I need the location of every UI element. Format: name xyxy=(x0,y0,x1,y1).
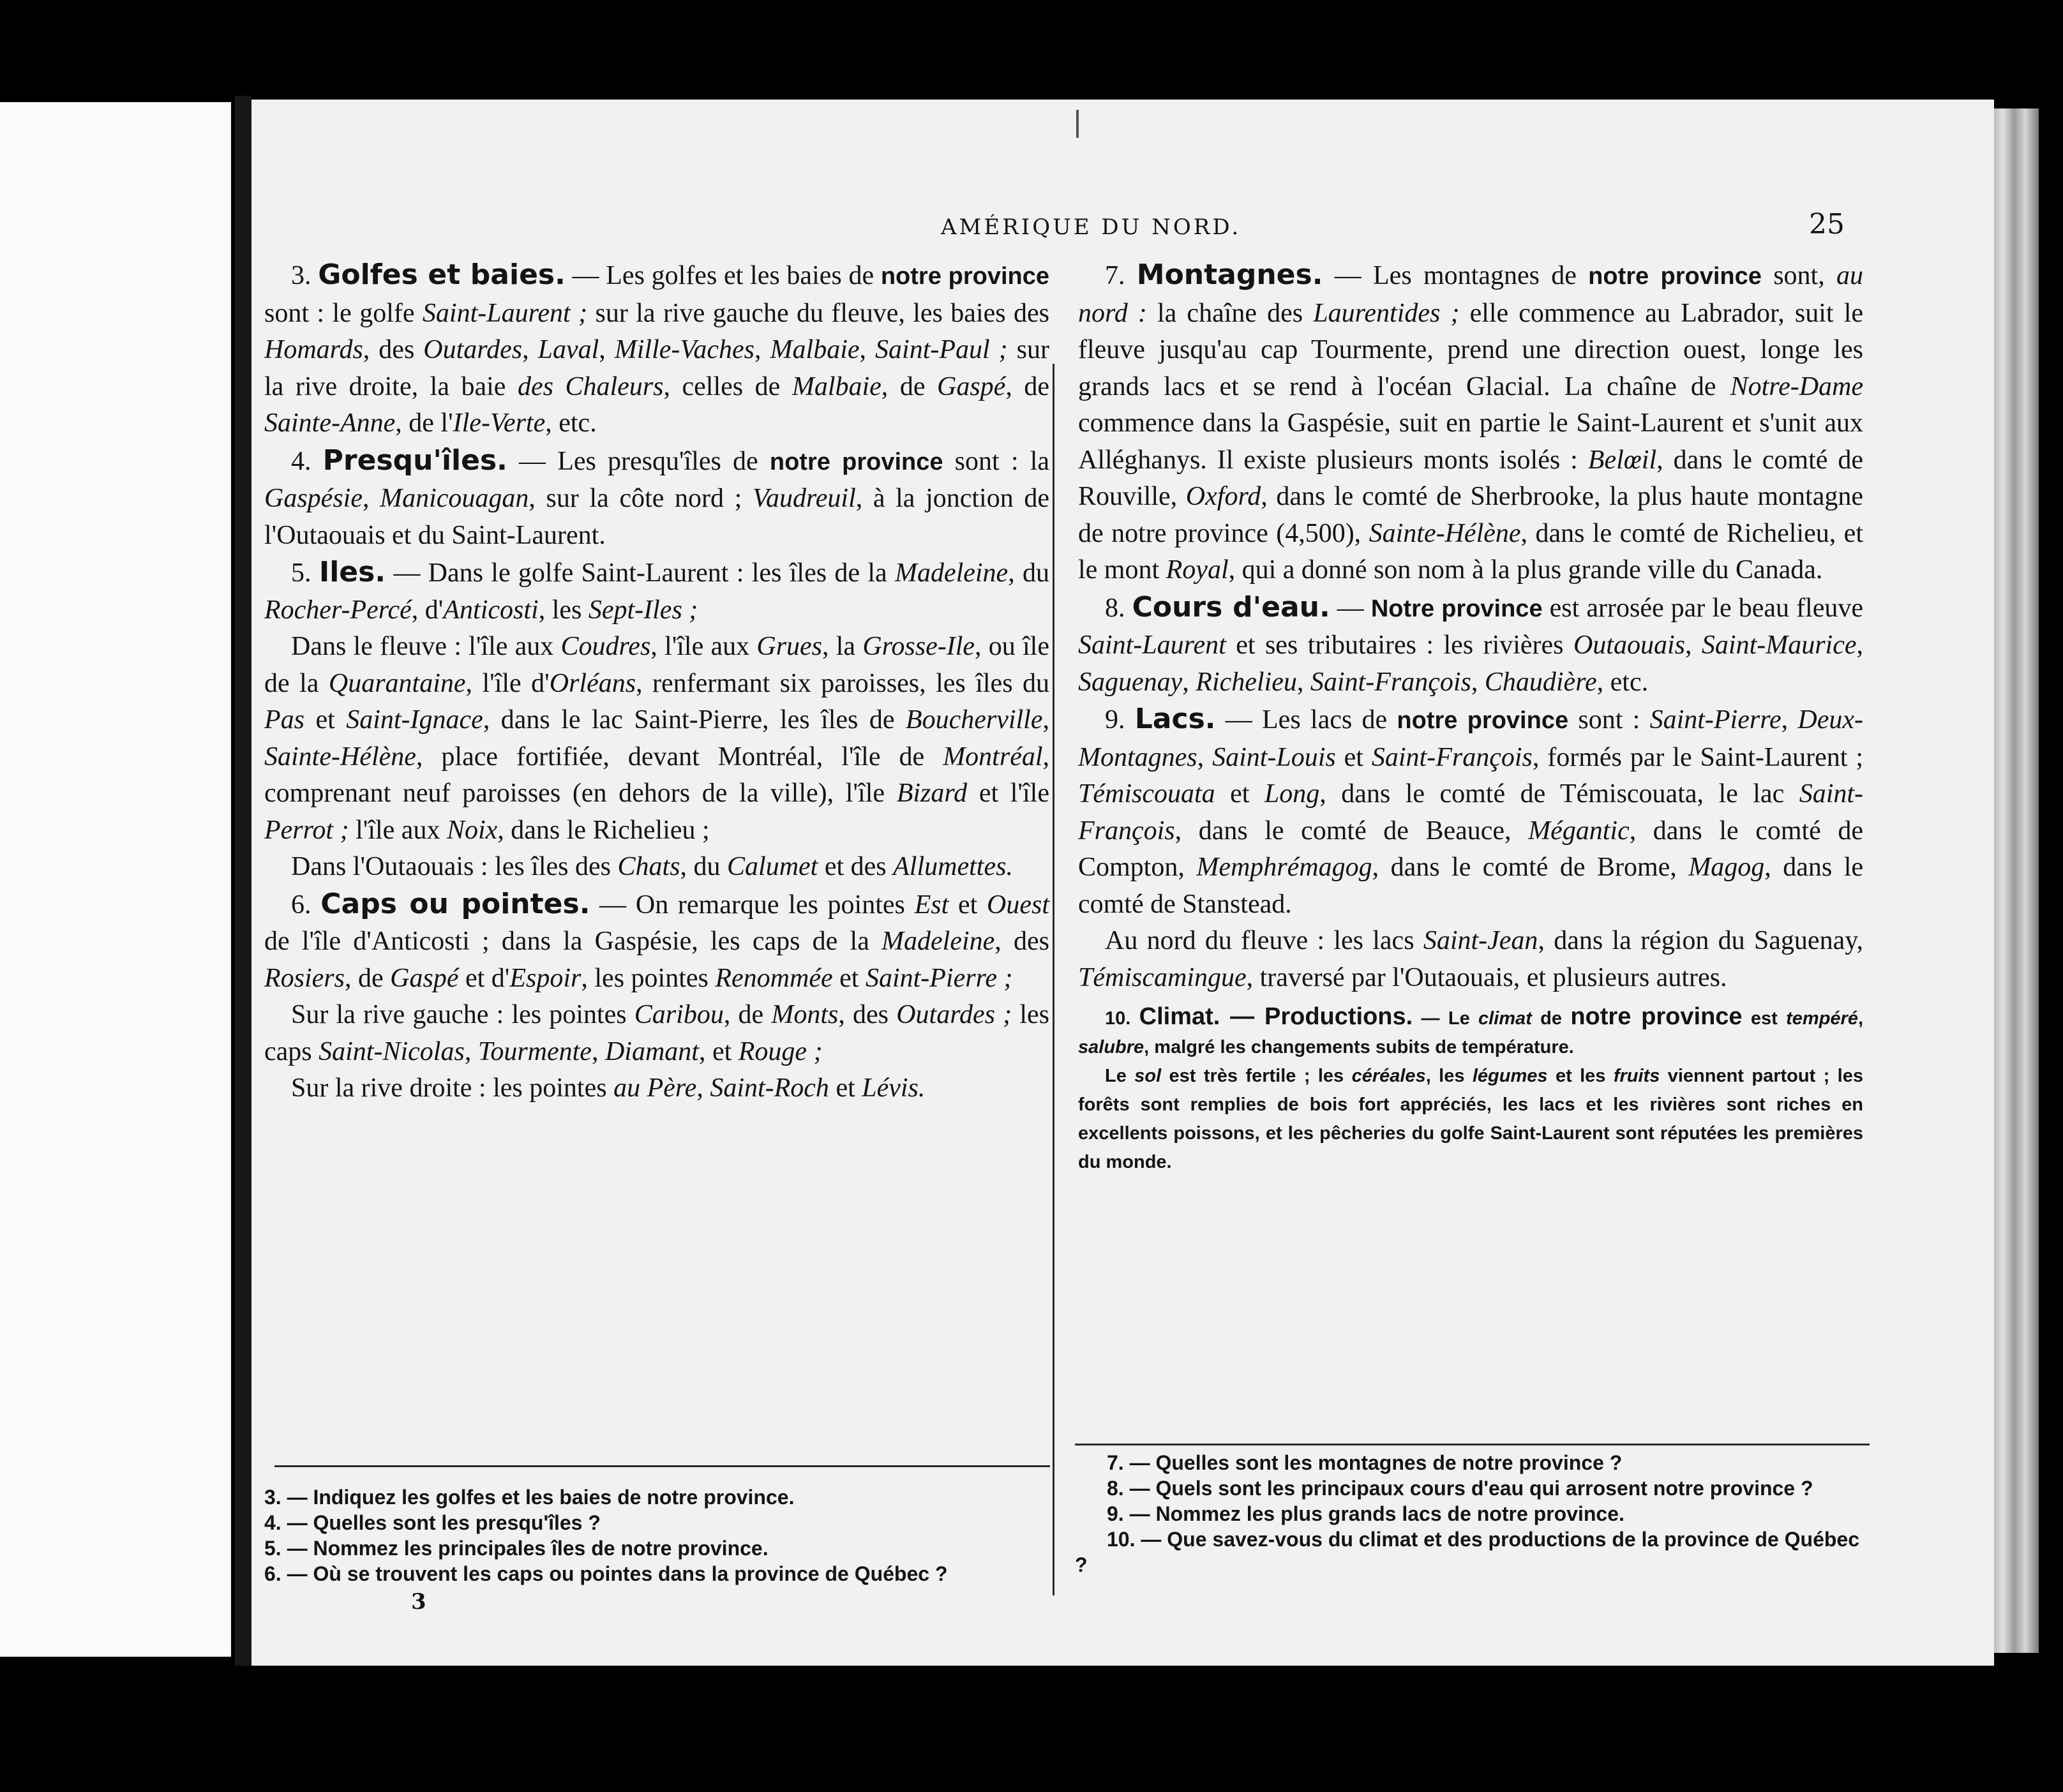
text-run: , de xyxy=(345,963,391,993)
text-run: , l'île aux xyxy=(650,632,757,661)
running-head xyxy=(251,208,1994,246)
italic-run: Saint-Laurent ; xyxy=(422,298,588,328)
italic-run: Montréal xyxy=(943,742,1043,772)
text-run: , xyxy=(1781,705,1798,735)
text-run: est xyxy=(1742,1008,1787,1029)
text-run: , dans le comté de Compton, xyxy=(1078,816,1864,882)
text-run: l'île aux xyxy=(349,815,447,845)
left-column-text xyxy=(264,257,1049,1107)
italic-run: Témiscamingue xyxy=(1078,962,1247,992)
italic-run: Saint-Maurice xyxy=(1701,631,1857,660)
italic-run: Outardes ; xyxy=(896,1000,1012,1029)
italic-run: Saint-Laurent xyxy=(1078,631,1226,660)
italic-run: Saint-Nicolas xyxy=(319,1036,465,1066)
text-run: sur la rive droite, la baie xyxy=(264,335,1050,401)
italic-run: Gaspésie xyxy=(264,484,363,513)
italic-run: Saint-Ignace xyxy=(346,705,483,735)
paragraph xyxy=(264,1070,1049,1107)
small-print-paragraph xyxy=(1078,1003,1863,1062)
italic-run: Madeleine xyxy=(881,927,995,956)
text-run: les caps xyxy=(264,1000,1049,1066)
signature-mark: 3 xyxy=(411,1589,426,1615)
italic-run: Mégantic xyxy=(1528,816,1630,846)
italic-run: Vaudreuil xyxy=(752,484,856,513)
italic-run: tempéré xyxy=(1786,1008,1858,1029)
review-question: 9. — Nommez les plus grands lacs de notre province. xyxy=(1107,1502,1624,1525)
text-run: et l'île xyxy=(967,779,1049,808)
heading-dash: — xyxy=(386,558,428,588)
footnote-rule-left xyxy=(274,1465,1050,1467)
text-run: , du xyxy=(1008,558,1050,588)
italic-run: Sainte-Anne xyxy=(264,408,396,438)
text-run: , xyxy=(362,484,380,513)
text-run: , de l' xyxy=(395,408,453,438)
text-run: , malgré les changements subits de température. xyxy=(1144,1037,1574,1057)
section-number: 9. xyxy=(1105,705,1135,735)
italic-run: Long xyxy=(1264,779,1320,809)
page-edges xyxy=(1994,108,2039,1653)
text-run: — Le xyxy=(1413,1008,1479,1029)
text-run: , de xyxy=(723,1000,772,1029)
page-number: 25 xyxy=(1809,208,1845,241)
text-run: , xyxy=(696,1073,710,1103)
text-run: et xyxy=(832,963,866,993)
text-run: , et xyxy=(698,1036,739,1066)
italic-run: Laurentides ; xyxy=(1313,298,1460,328)
italic-run: Monts xyxy=(771,1000,839,1029)
paragraph xyxy=(264,257,1049,442)
bold-run: Climat. — Productions. xyxy=(1139,1003,1413,1030)
text-run: est très fertile ; les xyxy=(1161,1066,1352,1086)
bold-run: notre province xyxy=(1397,707,1569,734)
section-number: 5. xyxy=(291,558,319,588)
italic-run: Est xyxy=(914,890,949,920)
italic-run: Sept-Iles ; xyxy=(588,595,698,625)
text-run: sont : le golfe xyxy=(264,298,423,328)
italic-run: Magog xyxy=(1688,853,1765,882)
italic-run: Laval xyxy=(537,335,599,364)
column-rule xyxy=(1053,364,1054,1595)
italic-run: Chats xyxy=(617,852,680,881)
text-run: Au nord du fleuve : les lacs xyxy=(1105,926,1423,955)
paragraph xyxy=(264,629,1049,849)
italic-run: Homards xyxy=(264,335,363,364)
section-heading: Caps ou pointes. xyxy=(320,887,590,920)
heading-dash: — xyxy=(1323,261,1374,290)
text-run: et xyxy=(304,705,347,735)
text-run: , du xyxy=(680,852,728,881)
italic-run: Deux-Montagnes xyxy=(1078,705,1863,772)
italic-run: Saguenay xyxy=(1078,667,1183,697)
section-number: 8. xyxy=(1105,593,1132,623)
section-number: 7. xyxy=(1105,261,1137,290)
italic-run: Gaspé xyxy=(390,963,459,993)
text-run: , dans le comté de Témiscouata, le lac xyxy=(1319,779,1799,809)
review-question: 4. — Quelles sont les presqu'îles ? xyxy=(264,1511,601,1534)
italic-run: Noix xyxy=(446,815,498,845)
text-run: , xyxy=(591,1036,605,1066)
text-run: , la xyxy=(822,632,863,661)
section-heading: Presqu'îles. xyxy=(322,444,507,477)
text-run: 10. xyxy=(1105,1008,1139,1029)
text-run: , xyxy=(1182,667,1196,697)
text-run: est arrosée par le beau fleuve xyxy=(1542,593,1864,623)
italic-run: Saint-François xyxy=(1078,779,1864,846)
text-run: Les presqu'îles de xyxy=(557,446,770,476)
italic-run: sol xyxy=(1134,1066,1162,1086)
italic-run: climat xyxy=(1478,1008,1532,1029)
text-run: , dans le comté de Beauce, xyxy=(1174,816,1529,846)
text-run: Dans le fleuve : l'île aux xyxy=(291,632,561,661)
italic-run: Caribou xyxy=(634,1000,724,1029)
italic-run: Malbaie xyxy=(791,371,881,401)
paragraph xyxy=(1078,589,1863,701)
paragraph xyxy=(264,886,1049,997)
italic-run: Saint-Paul ; xyxy=(875,335,1008,364)
italic-run: Espoir xyxy=(509,963,581,993)
bold-run: notre province xyxy=(1570,1003,1743,1030)
book-page xyxy=(251,100,1994,1666)
text-run: , des xyxy=(838,1000,897,1029)
text-run: de xyxy=(1531,1008,1571,1029)
italic-run: Malbaie xyxy=(770,335,860,364)
paragraph xyxy=(1078,923,1863,996)
italic-run: Grues xyxy=(756,632,823,661)
small-print-paragraph xyxy=(1078,1062,1863,1177)
italic-run: Rosiers xyxy=(264,963,345,993)
italic-run: fruits xyxy=(1613,1066,1660,1086)
facing-page xyxy=(0,102,231,1657)
heading-dash: — xyxy=(507,446,558,476)
section-heading: Lacs. xyxy=(1134,703,1216,735)
text-run: et des xyxy=(818,852,894,881)
footnote-rule-right xyxy=(1075,1444,1870,1445)
text-run: , à la jonction de l'Outaouais et du Saint-Laurent. xyxy=(264,484,1050,550)
bold-run: notre province xyxy=(880,263,1049,290)
bold-run: notre province xyxy=(769,448,943,475)
text-run: , dans le comté de Stanstead. xyxy=(1078,853,1864,919)
text-run: Les lacs de xyxy=(1262,705,1397,735)
italic-run: Anticosti xyxy=(443,595,539,625)
heading-dash: — xyxy=(1330,593,1371,623)
italic-run: Manicouagan xyxy=(380,484,529,513)
italic-run: Coudres xyxy=(560,632,651,661)
italic-run: au Père xyxy=(613,1073,697,1103)
italic-run: Royal xyxy=(1166,555,1229,585)
small-print-section xyxy=(1078,1003,1863,1177)
italic-run: Tourmente xyxy=(477,1036,592,1066)
text-run: et xyxy=(949,890,987,920)
italic-run: Calumet xyxy=(727,852,818,881)
text-run: , xyxy=(464,1036,478,1066)
section-number: 6. xyxy=(291,890,321,920)
text-run: sont, xyxy=(1761,261,1837,290)
italic-run: Richelieu xyxy=(1196,667,1297,697)
text-run: , dans le comté de Brome, xyxy=(1372,853,1689,882)
text-run: et xyxy=(829,1073,862,1103)
text-run: , dans le lac Saint-Pierre, les îles de xyxy=(483,705,906,735)
italic-run: Memphrémagog xyxy=(1196,853,1372,882)
italic-run: Bizard xyxy=(896,779,968,808)
paragraph xyxy=(1078,701,1863,923)
text-run: sont : xyxy=(1568,705,1650,735)
paragraph xyxy=(264,554,1049,629)
italic-run: Saint-Pierre xyxy=(1649,705,1782,735)
text-run: , xyxy=(522,335,538,364)
italic-run: légumes xyxy=(1472,1066,1548,1086)
italic-run: Lévis. xyxy=(862,1073,926,1103)
italic-run: Ile-Verte xyxy=(453,408,546,438)
text-run: Sur la rive gauche : les pointes xyxy=(291,1000,634,1029)
italic-run: Orléans xyxy=(549,668,636,698)
italic-run: Belœil xyxy=(1587,445,1657,475)
section-heading: Iles. xyxy=(319,556,386,588)
text-run: , place fortifiée, devant Montréal, l'île de xyxy=(416,742,943,772)
italic-run: Sainte-Hélène xyxy=(264,742,416,772)
text-run: et xyxy=(1215,779,1264,809)
text-run: Les golfes et les baies de xyxy=(606,261,881,290)
binding-mark xyxy=(1076,110,1079,138)
text-run: et xyxy=(1335,742,1372,772)
italic-run: Témiscouata xyxy=(1078,779,1215,809)
italic-run: Sainte-Hélène xyxy=(1369,518,1521,548)
text-run: , comprenant neuf paroisses (en dehors de la ville), l'île xyxy=(264,742,1049,808)
italic-run: Saint-Roch xyxy=(710,1073,829,1103)
italic-run: céréales xyxy=(1351,1066,1426,1086)
review-question: 3. — Indiquez les golfes et les baies de notre province. xyxy=(264,1486,795,1509)
text-run: , xyxy=(1856,631,1864,660)
review-question: 8. — Quels sont les principaux cours d'eau qui arrosent notre province ? xyxy=(1107,1477,1813,1500)
italic-run: salubre xyxy=(1078,1037,1144,1057)
bold-run: notre province xyxy=(1588,263,1762,290)
italic-run: au nord : xyxy=(1078,261,1864,328)
text-run: , etc. xyxy=(1596,667,1649,697)
italic-run: Rouge ; xyxy=(738,1036,823,1066)
questions-left xyxy=(264,1484,1056,1587)
text-run: , qui a donné son nom à la plus grande ville du Canada. xyxy=(1228,555,1823,585)
section-heading: Golfes et baies. xyxy=(318,258,566,291)
page-gutter xyxy=(235,96,251,1666)
text-run: et d' xyxy=(458,963,510,993)
heading-dash: — xyxy=(565,261,606,290)
paragraph xyxy=(1078,257,1863,589)
text-run: , formés par le Saint-Laurent ; xyxy=(1532,742,1864,772)
italic-run: Boucherville xyxy=(905,705,1043,735)
text-run: de l'île d'Anticosti ; dans la Gaspésie, les caps de la xyxy=(264,927,882,956)
paragraph xyxy=(264,442,1049,555)
text-run: et ses tributaires : les rivières xyxy=(1226,631,1573,660)
heading-dash: — xyxy=(590,890,636,920)
italic-run: Grosse-Ile xyxy=(862,632,975,661)
bold-run: Notre province xyxy=(1370,595,1543,622)
text-run: commence dans la Gaspésie, suit en partie le Saint-Laurent et s'unit aux Alléghanys. Il existe plusieurs monts isolés : xyxy=(1078,408,1863,475)
italic-run: Outaouais xyxy=(1573,631,1685,660)
italic-run: Madeleine xyxy=(894,558,1009,588)
italic-run: Diamant xyxy=(604,1036,699,1066)
text-run: Le xyxy=(1105,1066,1135,1086)
italic-run: Saint-Pierre ; xyxy=(865,963,1013,993)
text-run: , d' xyxy=(411,595,444,625)
review-question: 7. — Quelles sont les montagnes de notre province ? xyxy=(1107,1451,1623,1474)
right-column-text xyxy=(1078,257,1863,996)
italic-run: Perrot ; xyxy=(264,815,349,845)
italic-run: Saint-François xyxy=(1310,667,1471,697)
text-run: , dans le Richelieu ; xyxy=(497,815,710,845)
italic-run: Gaspé xyxy=(937,371,1006,401)
text-run: , celles de xyxy=(663,371,792,401)
text-run: , de xyxy=(1005,371,1049,401)
review-question: 6. — Où se trouvent les caps ou pointes dans la province de Québec ? xyxy=(264,1562,948,1585)
text-run: , des xyxy=(994,927,1049,956)
text-run: , dans le comté de Richelieu, et le mont xyxy=(1078,518,1863,585)
text-run: sur la rive gauche du fleuve, les baies des xyxy=(587,298,1049,328)
italic-run: Renommée xyxy=(715,963,833,993)
questions-right xyxy=(1075,1450,1873,1578)
text-run: elle commence au Labrador, suit le fleuve jusqu'au cap Tourmente, prend une direction ouest, longe les grands lacs et se rend à l'océan Glacial. La chaîne de xyxy=(1078,298,1864,401)
text-run: , etc. xyxy=(545,408,597,438)
text-run: , xyxy=(1857,1008,1864,1029)
text-run: , xyxy=(1471,667,1485,697)
text-run: , sur la côte nord ; xyxy=(529,484,753,513)
text-run: , dans le comté de Sherbrooke, la plus haute montagne de notre province (4,500), xyxy=(1078,482,1863,548)
text-run: , xyxy=(1197,742,1213,772)
section-number: 4. xyxy=(291,446,323,476)
text-run: , xyxy=(599,335,615,364)
italic-run: Saint-François xyxy=(1371,742,1533,772)
italic-run: Saint-Louis xyxy=(1212,742,1336,772)
text-run: , l'île d' xyxy=(465,668,550,698)
italic-run: Notre-Dame xyxy=(1730,371,1863,401)
italic-run: Allumettes. xyxy=(893,852,1013,881)
italic-run: Outardes xyxy=(423,335,523,364)
text-run: la chaîne des xyxy=(1146,298,1314,328)
paragraph xyxy=(264,997,1049,1070)
italic-run: Oxford xyxy=(1185,482,1261,511)
section-heading: Cours d'eau. xyxy=(1132,590,1330,623)
text-run: , xyxy=(859,335,876,364)
text-run: Dans le golfe Saint-Laurent : les îles de la xyxy=(428,558,895,588)
text-run: , xyxy=(1042,705,1049,735)
text-run: Dans l'Outaouais : les îles des xyxy=(291,852,618,881)
italic-run: Rocher-Percé xyxy=(264,595,412,625)
italic-run: des Chaleurs xyxy=(517,371,664,401)
italic-run: Saint-Jean xyxy=(1423,926,1538,955)
text-run: sont : la xyxy=(943,446,1050,476)
text-run: , renfermant six paroisses, les îles du xyxy=(636,668,1050,698)
italic-run: Quarantaine xyxy=(328,668,466,698)
text-run: , ou île de la xyxy=(264,632,1049,698)
text-run: , les pointes xyxy=(581,963,716,993)
italic-run: Mille-Vaches xyxy=(614,335,755,364)
text-run: Les montagnes de xyxy=(1373,261,1589,290)
paragraph xyxy=(264,849,1049,886)
section-number: 3. xyxy=(291,261,319,290)
review-question: 10. — Que savez-vous du climat et des productions de la province de Québec ? xyxy=(1075,1528,1859,1576)
italic-run: Pas xyxy=(264,705,304,735)
running-title: AMÉRIQUE DU NORD. xyxy=(941,214,1242,240)
text-run: , dans le comté de Rouville, xyxy=(1078,445,1864,511)
text-run: , traversé par l'Outaouais, et plusieurs autres. xyxy=(1246,962,1727,992)
section-heading: Montagnes. xyxy=(1136,258,1323,291)
text-run: , xyxy=(1296,667,1310,697)
right-column xyxy=(1078,257,1994,1177)
text-run: , xyxy=(754,335,770,364)
text-run: , les xyxy=(538,595,589,625)
text-run: , dans la région du Saguenay, xyxy=(1538,926,1863,955)
text-run: , les xyxy=(1425,1066,1473,1086)
review-question: 5. — Nommez les principales îles de notre province. xyxy=(264,1537,769,1560)
text-run: , des xyxy=(363,335,424,364)
heading-dash: — xyxy=(1215,705,1263,735)
text-run: , de xyxy=(881,371,937,401)
italic-run: Chaudière xyxy=(1484,667,1597,697)
text-run: , xyxy=(1684,631,1702,660)
italic-run: Ouest xyxy=(987,890,1050,920)
text-run: On remarque les pointes xyxy=(635,890,915,920)
text-run: viennent partout ; les forêts sont remplies de bois fort appréciés, les lacs et les rivières sont riches en excellents poissons, et les pêcheries du golfe Saint-Laurent sont réputées les premières du monde. xyxy=(1078,1066,1863,1172)
text-run: et les xyxy=(1547,1066,1614,1086)
text-run: Sur la rive droite : les pointes xyxy=(291,1073,614,1103)
